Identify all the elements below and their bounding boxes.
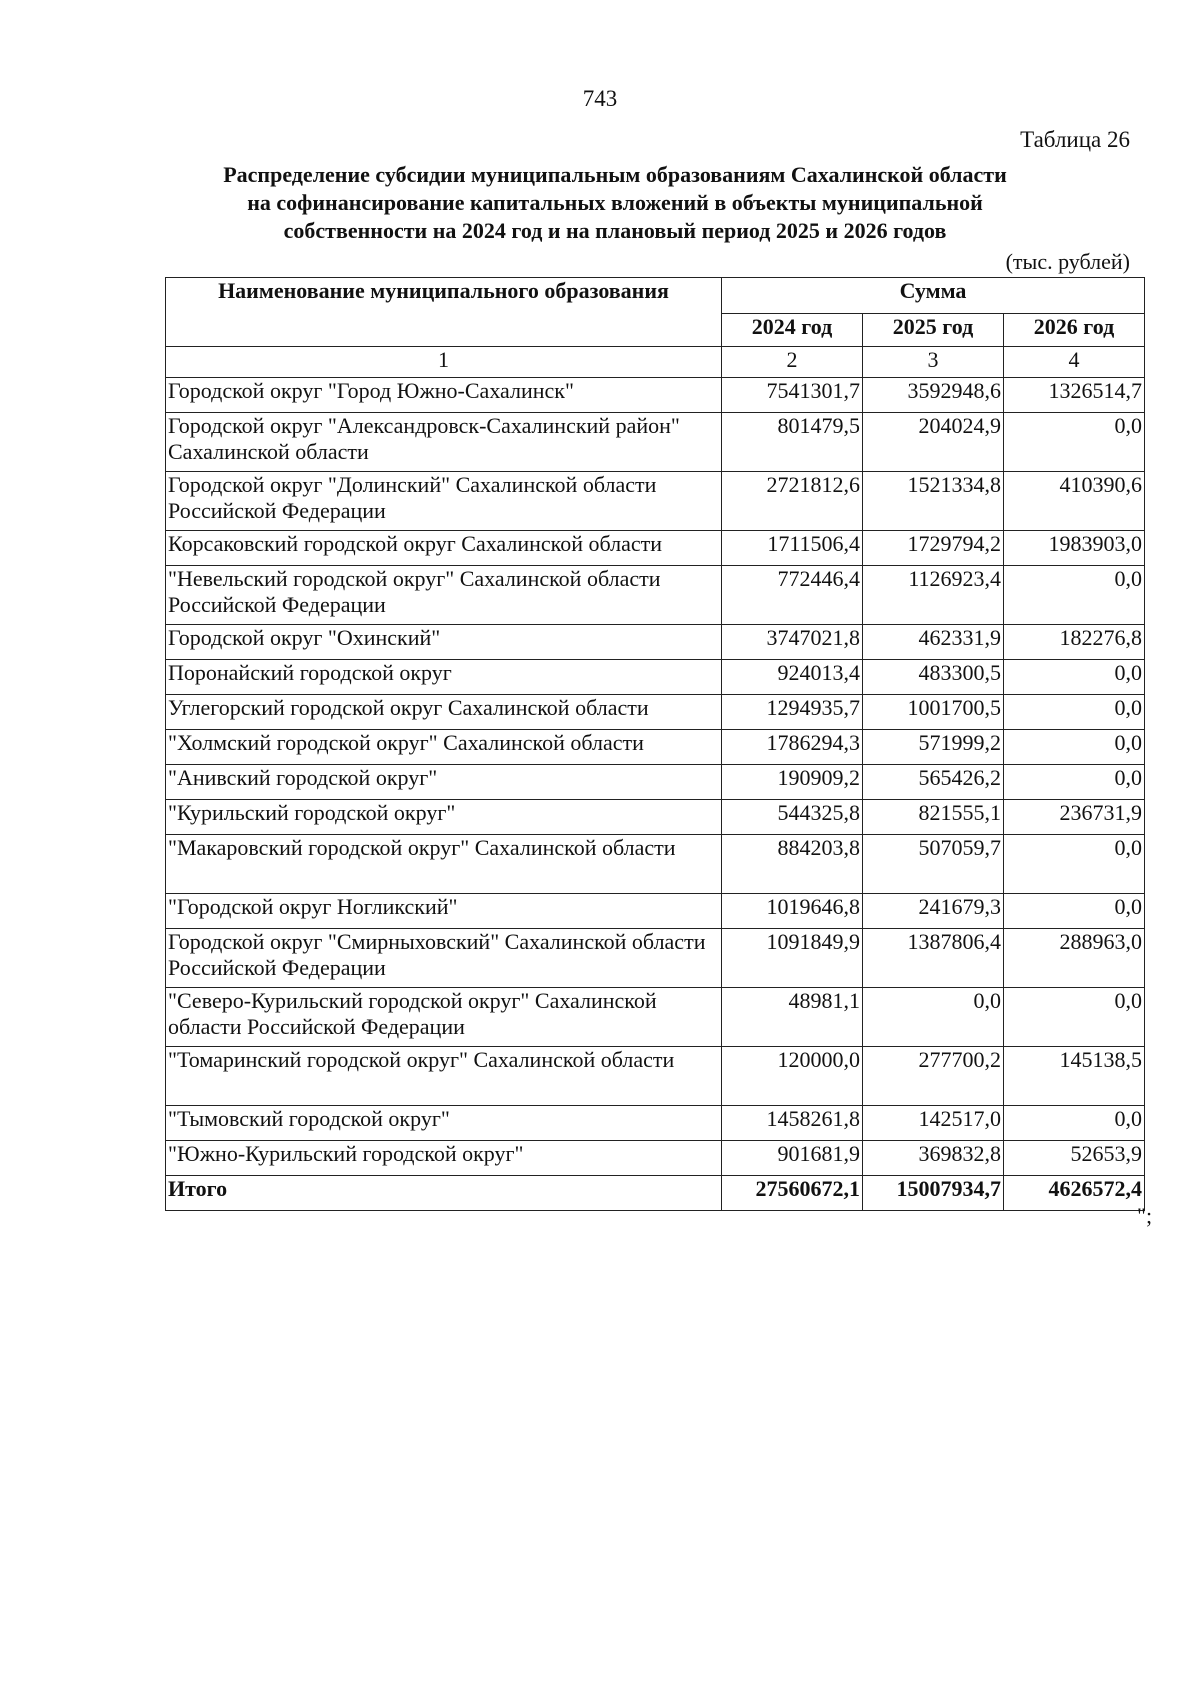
value-2026: 0,0 bbox=[1004, 988, 1145, 1047]
value-2026: 182276,8 bbox=[1004, 625, 1145, 660]
column-index: 4 bbox=[1004, 347, 1145, 378]
value-2026: 52653,9 bbox=[1004, 1141, 1145, 1176]
value-2024: 884203,8 bbox=[722, 835, 863, 894]
municipality-name: "Тымовский городской округ" bbox=[166, 1106, 722, 1141]
municipality-name: Городской округ "Александровск-Сахалинский район" Сахалинской области bbox=[166, 413, 722, 472]
municipality-name: "Макаровский городской округ" Сахалинской области bbox=[166, 835, 722, 894]
value-2024: 924013,4 bbox=[722, 660, 863, 695]
value-2026: 0,0 bbox=[1004, 413, 1145, 472]
value-2026: 145138,5 bbox=[1004, 1047, 1145, 1106]
subsidy-table bbox=[165, 277, 1145, 1211]
table-row bbox=[166, 835, 1145, 894]
value-2025: 142517,0 bbox=[863, 1106, 1004, 1141]
table-row bbox=[166, 625, 1145, 660]
municipality-name: Городской округ "Город Южно-Сахалинск" bbox=[166, 378, 722, 413]
value-2026: 0,0 bbox=[1004, 695, 1145, 730]
table-row bbox=[166, 730, 1145, 765]
header-sum: Сумма bbox=[722, 278, 1145, 314]
table-row bbox=[166, 1141, 1145, 1176]
value-2025: 565426,2 bbox=[863, 765, 1004, 800]
total-2025: 15007934,7 bbox=[863, 1176, 1004, 1211]
value-2026: 1983903,0 bbox=[1004, 531, 1145, 566]
value-2024: 7541301,7 bbox=[722, 378, 863, 413]
title-line: на софинансирование капитальных вложений в объекты муниципальной bbox=[247, 190, 983, 215]
value-2024: 1711506,4 bbox=[722, 531, 863, 566]
municipality-name: Поронайский городской округ bbox=[166, 660, 722, 695]
value-2026: 0,0 bbox=[1004, 894, 1145, 929]
table-row bbox=[166, 378, 1145, 413]
table-title bbox=[150, 161, 1080, 245]
value-2026: 236731,9 bbox=[1004, 800, 1145, 835]
value-2024: 772446,4 bbox=[722, 566, 863, 625]
value-2024: 48981,1 bbox=[722, 988, 863, 1047]
table-row bbox=[166, 1047, 1145, 1106]
value-2026: 288963,0 bbox=[1004, 929, 1145, 988]
table-row bbox=[166, 566, 1145, 625]
value-2026: 0,0 bbox=[1004, 835, 1145, 894]
value-2025: 571999,2 bbox=[863, 730, 1004, 765]
value-2024: 801479,5 bbox=[722, 413, 863, 472]
value-2025: 1729794,2 bbox=[863, 531, 1004, 566]
value-2024: 190909,2 bbox=[722, 765, 863, 800]
municipality-name: "Курильский городской округ" bbox=[166, 800, 722, 835]
value-2024: 1019646,8 bbox=[722, 894, 863, 929]
closing-quote-mark: "; bbox=[1137, 1203, 1153, 1228]
table-row bbox=[166, 660, 1145, 695]
value-2024: 2721812,6 bbox=[722, 472, 863, 531]
value-2025: 369832,8 bbox=[863, 1141, 1004, 1176]
value-2026: 0,0 bbox=[1004, 765, 1145, 800]
value-2025: 0,0 bbox=[863, 988, 1004, 1047]
value-2026: 0,0 bbox=[1004, 660, 1145, 695]
municipality-name: Городской округ "Охинский" bbox=[166, 625, 722, 660]
value-2026: 410390,6 bbox=[1004, 472, 1145, 531]
title-line: собственности на 2024 год и на плановый период 2025 и 2026 годов bbox=[283, 218, 947, 243]
table-label: Таблица 26 bbox=[1020, 127, 1130, 152]
column-index: 2 bbox=[722, 347, 863, 378]
municipality-name: Городской округ "Смирныховский" Сахалинской области Российской Федерации bbox=[166, 929, 722, 988]
value-2024: 1458261,8 bbox=[722, 1106, 863, 1141]
column-index: 1 bbox=[166, 347, 722, 378]
value-2025: 241679,3 bbox=[863, 894, 1004, 929]
table-row bbox=[166, 765, 1145, 800]
table-row bbox=[166, 894, 1145, 929]
page-number: 743 bbox=[582, 86, 618, 111]
table-row bbox=[166, 531, 1145, 566]
table-body bbox=[166, 378, 1145, 1176]
total-2026: 4626572,4 bbox=[1004, 1176, 1145, 1211]
value-2024: 901681,9 bbox=[722, 1141, 863, 1176]
header-year-2024: 2024 год bbox=[722, 313, 863, 347]
title-line: Распределение субсидии муниципальным образованиям Сахалинской области bbox=[223, 162, 1007, 187]
municipality-name: "Невельский городской округ" Сахалинской области Российской Федерации bbox=[166, 566, 722, 625]
value-2026: 0,0 bbox=[1004, 566, 1145, 625]
table-row bbox=[166, 988, 1145, 1047]
value-2025: 483300,5 bbox=[863, 660, 1004, 695]
value-2026: 0,0 bbox=[1004, 1106, 1145, 1141]
value-2026: 0,0 bbox=[1004, 730, 1145, 765]
table-row bbox=[166, 800, 1145, 835]
value-2025: 1126923,4 bbox=[863, 566, 1004, 625]
table-row bbox=[166, 1106, 1145, 1141]
header-name: Наименование муниципального образования bbox=[166, 278, 722, 347]
municipality-name: Углегорский городской округ Сахалинской области bbox=[166, 695, 722, 730]
column-index: 3 bbox=[863, 347, 1004, 378]
table-row bbox=[166, 695, 1145, 730]
municipality-name: "Анивский городской округ" bbox=[166, 765, 722, 800]
value-2025: 277700,2 bbox=[863, 1047, 1004, 1106]
header-year-2026: 2026 год bbox=[1004, 313, 1145, 347]
value-2025: 1387806,4 bbox=[863, 929, 1004, 988]
value-2024: 544325,8 bbox=[722, 800, 863, 835]
value-2024: 3747021,8 bbox=[722, 625, 863, 660]
value-2025: 507059,7 bbox=[863, 835, 1004, 894]
table-row bbox=[166, 929, 1145, 988]
total-label: Итого bbox=[166, 1176, 722, 1211]
header-year-2025: 2025 год bbox=[863, 313, 1004, 347]
value-2024: 1786294,3 bbox=[722, 730, 863, 765]
value-2025: 821555,1 bbox=[863, 800, 1004, 835]
value-2025: 204024,9 bbox=[863, 413, 1004, 472]
value-2024: 1294935,7 bbox=[722, 695, 863, 730]
value-2026: 1326514,7 bbox=[1004, 378, 1145, 413]
value-2025: 3592948,6 bbox=[863, 378, 1004, 413]
value-2024: 120000,0 bbox=[722, 1047, 863, 1106]
municipality-name: "Северо-Курильский городской округ" Сахалинской области Российской Федерации bbox=[166, 988, 722, 1047]
value-2025: 1001700,5 bbox=[863, 695, 1004, 730]
units-label: (тыс. рублей) bbox=[1005, 249, 1130, 274]
value-2025: 1521334,8 bbox=[863, 472, 1004, 531]
table-row bbox=[166, 413, 1145, 472]
municipality-name: "Холмский городской округ" Сахалинской области bbox=[166, 730, 722, 765]
municipality-name: "Городской округ Ногликский" bbox=[166, 894, 722, 929]
total-row bbox=[166, 1176, 1145, 1211]
table-row bbox=[166, 472, 1145, 531]
municipality-name: "Южно-Курильский городской округ" bbox=[166, 1141, 722, 1176]
municipality-name: Городской округ "Долинский" Сахалинской области Российской Федерации bbox=[166, 472, 722, 531]
value-2024: 1091849,9 bbox=[722, 929, 863, 988]
value-2025: 462331,9 bbox=[863, 625, 1004, 660]
municipality-name: Корсаковский городской округ Сахалинской области bbox=[166, 531, 722, 566]
municipality-name: "Томаринский городской округ" Сахалинской области bbox=[166, 1047, 722, 1106]
total-2024: 27560672,1 bbox=[722, 1176, 863, 1211]
